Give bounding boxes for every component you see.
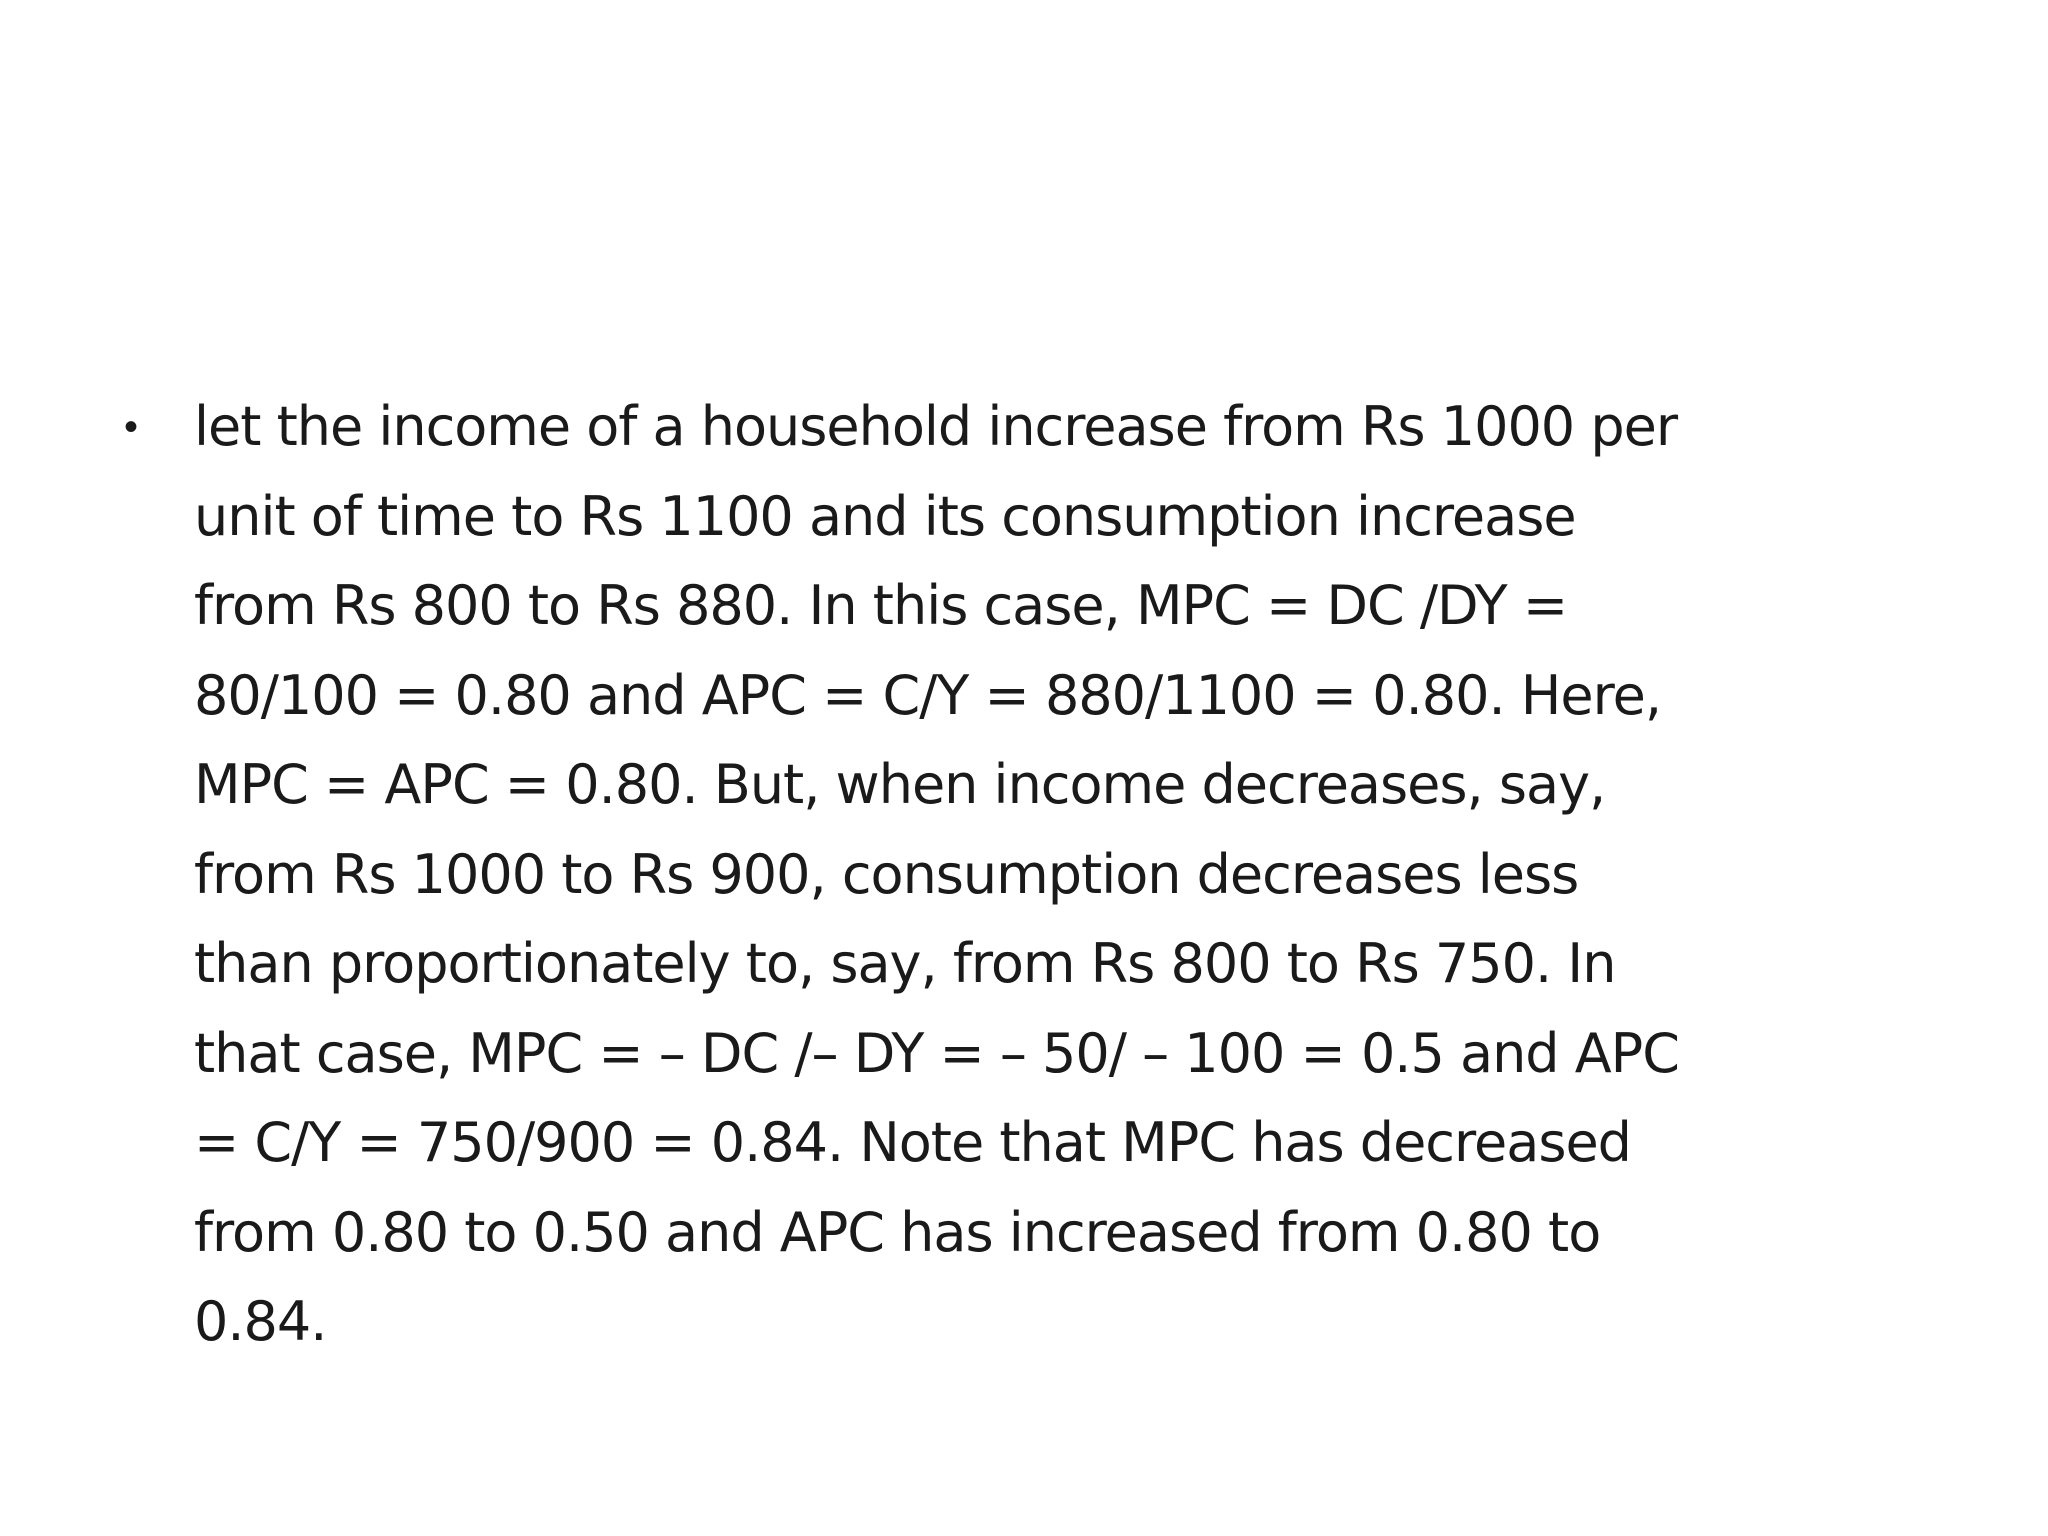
text-line: from 0.80 to 0.50 and APC has increased from 0.80 to [194, 1200, 1601, 1264]
text-line: from Rs 1000 to Rs 900, consumption decreases less [194, 842, 1579, 906]
bullet-item [124, 382, 1924, 1367]
text-line: MPC = APC = 0.80. But, when income decreases, say, [194, 753, 1606, 816]
bullet-marker: • [124, 405, 139, 449]
text-line: that case, MPC = – DC /– DY = – 50/ – 100 = 0.5 and APC [194, 1021, 1679, 1085]
text-line: 0.84. [194, 1290, 327, 1353]
slide-content [124, 382, 1924, 1367]
text-line: = C/Y = 750/900 = 0.84. Note that MPC has decreased [194, 1111, 1631, 1174]
text-line: than proportionately to, say, from Rs 800 to Rs 750. In [194, 932, 1616, 995]
text-line: 80/100 = 0.80 and APC = C/Y = 880/1100 = 0.80. Here, [194, 663, 1662, 727]
text-line: from Rs 800 to Rs 880. In this case, MPC = DC /DY = [194, 574, 1568, 637]
text-line: let the income of a household increase from Rs 1000 per [194, 395, 1678, 458]
bullet-text [194, 382, 1924, 1367]
text-line: unit of time to Rs 1100 and its consumption increase [194, 484, 1576, 548]
